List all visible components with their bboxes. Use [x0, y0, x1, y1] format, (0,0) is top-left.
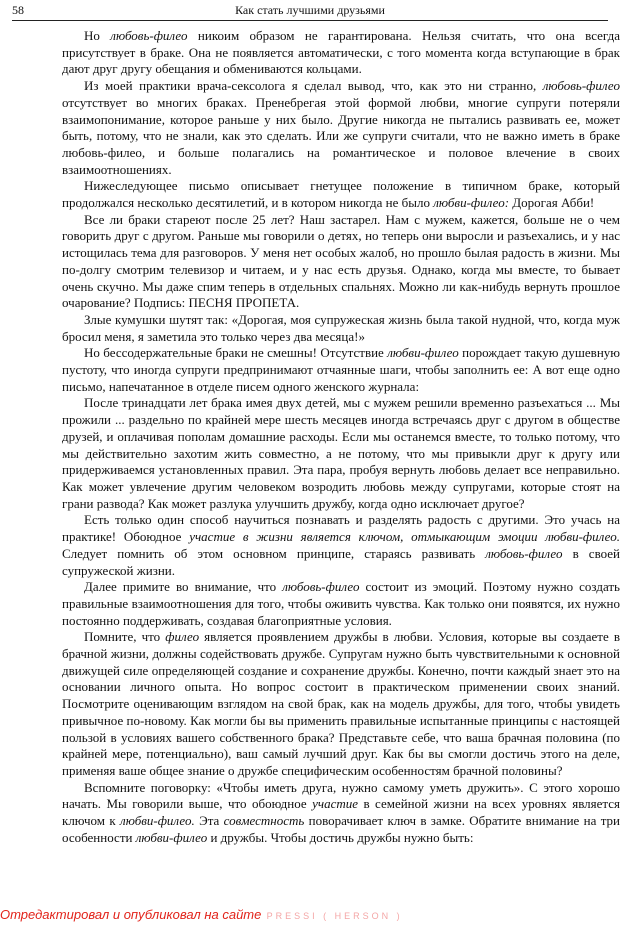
paragraph	[62, 629, 620, 779]
text-run: порождает такую душевную пустоту, что иногда супруги предпринимают отчаянные шаги, чтобы заполнить ее: А вот еще одно письмо, напечатанное в отделе писем одного женского журнала:	[62, 345, 620, 394]
paragraph	[62, 395, 620, 512]
text-run: Вспомните поговорку: «Чтобы иметь друга, нужно самому уметь дружить». С этого хорошо начать. Мы говорили выше, что обоюдное	[62, 779, 620, 812]
text-run: в своей супружеской жизни.	[62, 545, 620, 578]
italic-text: любви-филео:	[433, 195, 510, 211]
italic-text: филео	[165, 629, 200, 645]
running-header	[12, 2, 608, 21]
paragraph	[62, 512, 620, 579]
paragraph	[62, 345, 620, 395]
italic-text: любовь-филео	[542, 78, 620, 94]
paragraph	[62, 312, 620, 345]
text-run: Из моей практики врача-сексолога я сделал вывод, что, как это ни странно,	[84, 78, 543, 94]
text-run: Далее примите во внимание, что	[84, 579, 283, 595]
text-run: Есть только один способ научиться познавать и разделять радость с другими. Это учась на практике! Обоюдное	[62, 512, 620, 545]
footer-text: Отредактировал и опубликовал на сайте	[0, 907, 262, 922]
body-text	[62, 28, 620, 846]
italic-text: любви-филео.	[120, 813, 195, 829]
text-run: и дружбы. Чтобы достичь дружбы нужно быть:	[207, 829, 474, 845]
paragraph	[62, 28, 620, 78]
text-run: никоим образом не гарантирована. Нельзя считать, что она всегда присутствует в браке. Она не появляется автоматически, с того момента когда вступающие в брак дают друг другу обещания и обмениваются кольцами.	[62, 28, 620, 77]
text-run: поворачивает ключ в замке. Обратите внимание на три особенности	[62, 813, 620, 845]
page-number: 58	[12, 3, 24, 17]
text-run: Злые кумушки шутят так: «Дорогая, моя супружеская жизнь была такой нудной, что, когда муж бросил меня, я заметила это только через два месяца!»	[62, 311, 620, 344]
italic-text: любви-филео	[135, 829, 208, 845]
text-run: является проявлением дружбы в любви. Условия, которые вы создаете в брачной жизни, должны содействовать дружбе. Супругам нужно быть чувствительными к основной движущей силе определяющей создание и сохранение дружбы. Конечно, почти каждый знает это на основании личного опыта. Но вопрос состоит в практическом применении своих знаний. Посмотрите оценивающим взглядом на свой брак, как на модель дружбы, для того, чтобы увидеть привычное по-новому. Как могли бы вы применить правильные испытанные принципы с настоящей пользой в условиях вашего собственного брака? Представьте себе, что ваша брачная половина (по крайней мере, потенциально), ваш самый лучший друг. Как бы вы смогли достичь этого на деле, применяя ваше общее знание о дружбе специфическим особенностям брачной половины?	[62, 629, 620, 778]
italic-text: совместность	[223, 813, 305, 829]
italic-text: любовь-филео	[485, 545, 563, 561]
italic-text: любовь-филео	[282, 579, 360, 595]
text-run: состоит из эмоций. Поэтому нужно создать правильные взаимоотношения для того, чтобы оживить чувства. Как только они появятся, их нужно постоянно поддерживать, создавая благоприятные условия.	[62, 579, 620, 628]
paragraph	[62, 579, 620, 629]
italic-text: участие	[312, 796, 358, 812]
italic-text: любви-филео	[387, 345, 459, 361]
text-run: Эта	[194, 813, 224, 829]
text-run: отсутствует во многих браках. Пренебрегая этой формой любви, многие супруги потеряли взаимопонимание, которое раньше у них было. Другие никогда не пытались развивать ее, может быть, потому, что не знали, как это сделать. Или же супруги считали, что не важно иметь в браке любовь-филео, и больше полагались на романтическое и половое влечение в своих взаимоотношениях.	[62, 94, 620, 177]
footer-credit[interactable]	[0, 907, 403, 924]
text-run: Дорогая Абби!	[509, 195, 595, 211]
text-run: Следует помнить об этом основном принципе, стараясь развивать	[62, 545, 486, 561]
text-run: После тринадцати лет брака имея двух детей, мы с мужем решили временно разъехаться ... Мы прожили ... раздельно по крайней мере шесть месяцев иногда встречаясь друг с другом в обществе друзей, и оплачивая пополам домашние расходы. Если мы останемся вместе, то только потому, что мы действительно захотим жить совместно, а не потому, что мы привыкли друг к другу или придерживаемся установленных правил. Эта пара, пробуя вернуть любовь делает все неправильно. Как может увлечение другим человеком возродить любовь между супругами, которые стоят на грани развода? Как может разлука улучшить дружбу, когда одно исключает другое?	[62, 395, 620, 511]
text-run: Но	[84, 28, 111, 43]
italic-text: участие в жизни является ключом, отмыкающим эмоции любви-филео.	[189, 529, 620, 545]
paragraph	[62, 78, 620, 178]
italic-text: любовь-филео	[110, 28, 188, 43]
text-run: Помните, что	[84, 629, 166, 645]
text-run: в семейной жизни на всех уровнях является ключом к	[62, 796, 620, 829]
paragraph	[62, 780, 620, 847]
text-run: Нижеследующее письмо описывает гнетущее положение в типичном браке, который продолжался несколько десятилетий, и в котором никогда не было	[62, 178, 620, 211]
text-run: Но бессодержательные браки не смешны! Отсутствие	[84, 345, 388, 361]
running-title: Как стать лучшими друзьями	[235, 3, 385, 17]
footer-site[interactable]: PRESSI ( HERSON )	[266, 911, 403, 921]
paragraph	[62, 212, 620, 312]
paragraph	[62, 178, 620, 211]
text-run: Все ли браки стареют после 25 лет? Наш застарел. Нам с мужем, кажется, больше не о чем говорить друг с другом. Раньше мы говорили о детях, но теперь они выросли и разъехались, и у нас истощилась тема для разговоров. У меня нет особых жалоб, но прошло былая радость в жизни. Мы по-долгу смотрим телевизор и читаем, и у нас есть друзья. Однако, когда мы вместе, то бывает очень скучно. Мы даже спим теперь в отдельных спальнях. Можно ли как-нибудь вернуть прошлое очарование? Подпись: ПЕСНЯ ПРОПЕТА.	[62, 211, 620, 311]
